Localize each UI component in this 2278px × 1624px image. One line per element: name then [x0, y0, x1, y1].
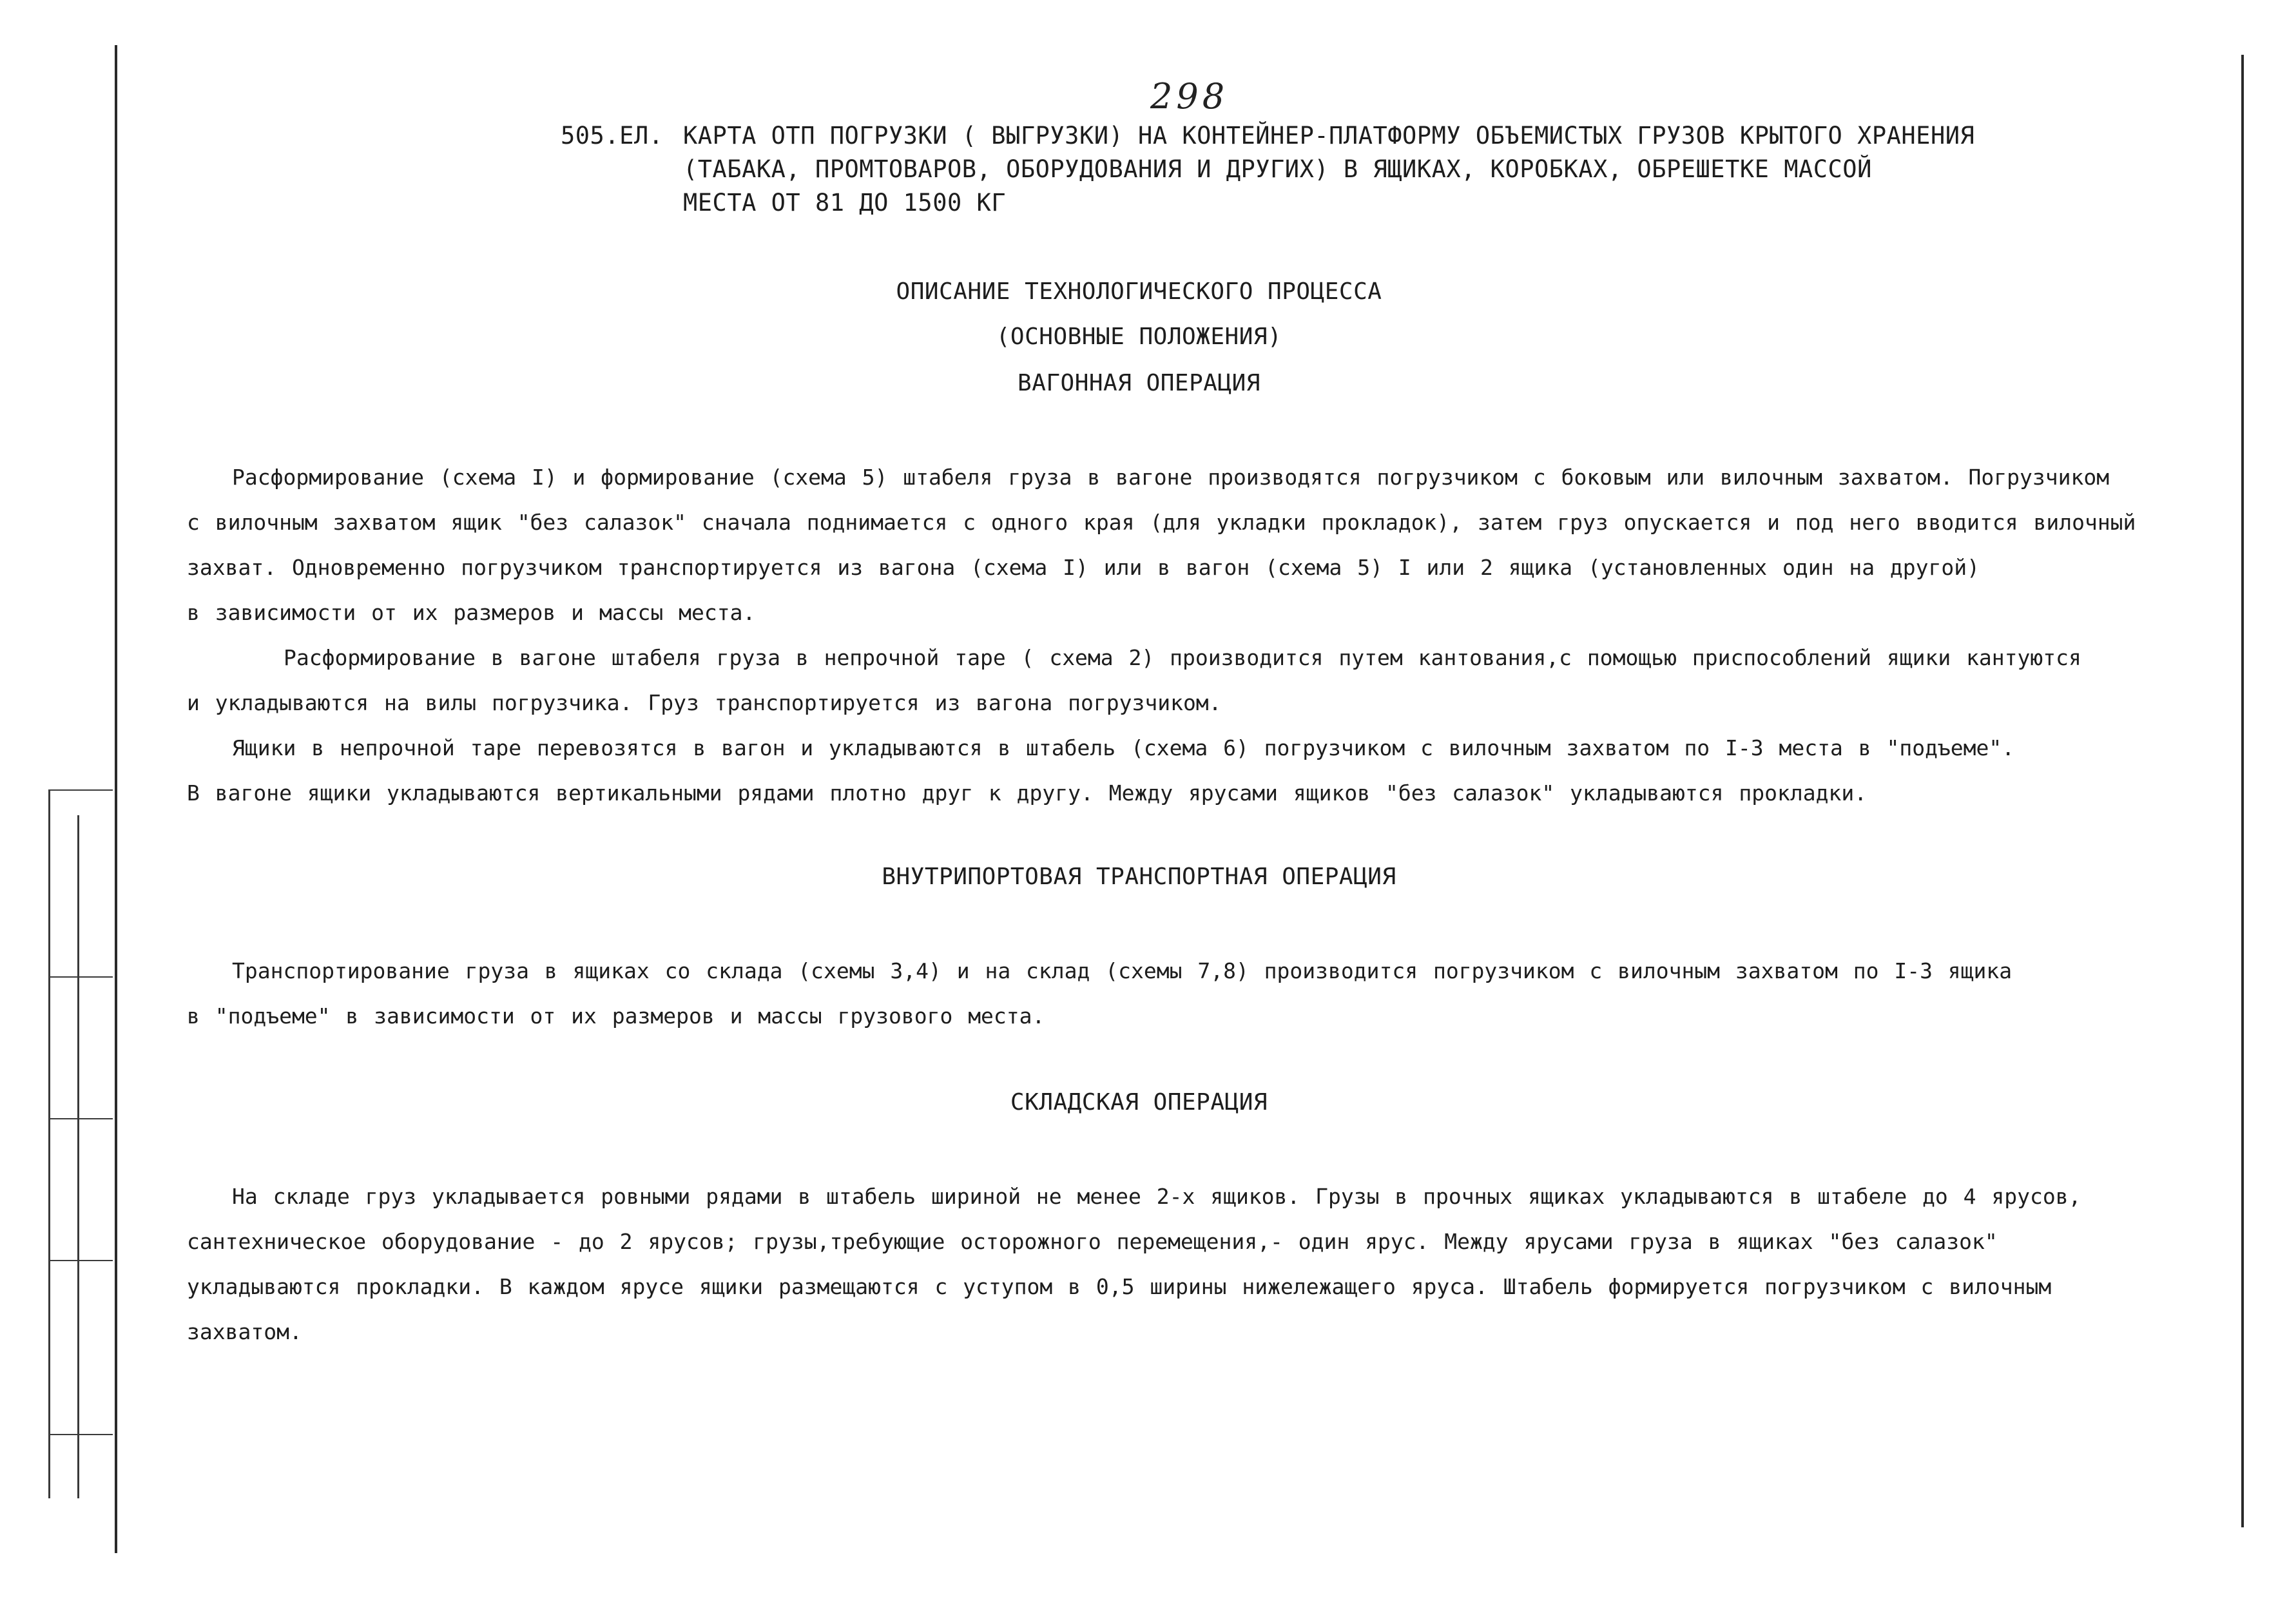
stub-line: [48, 789, 50, 1498]
wagon-operation-text: [187, 455, 2249, 816]
binding-stub-frame: [45, 789, 119, 1531]
text-line: захватом.: [187, 1319, 302, 1344]
heading-description: ОПИСАНИЕ ТЕХНОЛОГИЧЕСКОГО ПРОЦЕССА: [896, 278, 1382, 305]
text-line: В вагоне ящики укладываются вертикальными рядами плотно друг к другу. Между ярусами ящиков "без салазок" укладываются прокладки.: [187, 780, 1868, 806]
stub-line: [77, 815, 79, 1498]
text-line: и укладываются на вилы погрузчика. Груз транспортируется из вагона погрузчиком.: [187, 690, 1222, 715]
text-line: захват. Одновременно погрузчиком транспортируется из вагона (схема I) или в вагон (схема 5) I или 2 ящика (установленных один на другой): [187, 555, 1980, 580]
text-line: Расформирование (схема I) и формирование (схема 5) штабеля груза в вагоне производятся погрузчиком с боковым или вилочным захватом. Погрузчиком: [232, 465, 2110, 490]
text-line: укладываются прокладки. В каждом ярусе ящики размещаются с уступом в 0,5 ширины нижележащего яруса. Штабель формируется погрузчиком с вилочным: [187, 1274, 2052, 1299]
title-line: МЕСТА ОТ 81 ДО 1500 КГ: [683, 189, 1007, 217]
heading-transport-operation: ВНУТРИПОРТОВАЯ ТРАНСПОРТНАЯ ОПЕРАЦИЯ: [882, 864, 1396, 890]
stub-line: [48, 1118, 113, 1119]
title-line: (ТАБАКА, ПРОМТОВАРОВ, ОБОРУДОВАНИЯ И ДРУГИХ) В ЯЩИКАХ, КОРОБКАХ, ОБРЕШЕТКЕ МАССОЙ: [683, 155, 1872, 183]
text-line: в "подъеме" в зависимости от их размеров и массы грузового места.: [187, 1003, 1045, 1029]
text-line: в зависимости от их размеров и массы места.: [187, 600, 756, 625]
heading-warehouse-operation: СКЛАДСКАЯ ОПЕРАЦИЯ: [1010, 1089, 1268, 1116]
heading-basics: (ОСНОВНЫЕ ПОЛОЖЕНИЯ): [996, 324, 1282, 350]
transport-operation-text: [187, 949, 2249, 1039]
page-number: 298: [1150, 76, 1229, 117]
card-title: [561, 119, 2030, 220]
heading-wagon-operation: ВАГОННАЯ ОПЕРАЦИЯ: [1018, 370, 1260, 396]
title-line: КАРТА ОТП ПОГРУЗКИ ( ВЫГРУЗКИ) НА КОНТЕЙНЕР-ПЛАТФОРМУ ОБЪЕМИСТЫХ ГРУЗОВ КРЫТОГО ХРАНЕНИЯ: [683, 122, 1975, 150]
warehouse-operation-text: [187, 1174, 2249, 1355]
stub-line: [48, 1434, 113, 1435]
text-line: Расформирование в вагоне штабеля груза в непрочной таре ( схема 2) производится путем кантования,с помощью приспособлений ящики кантуются: [284, 645, 2081, 670]
text-line: На складе груз укладывается ровными рядами в штабель шириной не менее 2-х ящиков. Грузы в прочных ящиках укладываются в штабеле до 4 ярусов,: [232, 1184, 2081, 1209]
text-line: Транспортирование груза в ящиках со склада (схемы 3,4) и на склад (схемы 7,8) производится погрузчиком с вилочным захватом по I-3 ящика: [232, 958, 2013, 983]
stub-line: [48, 1260, 113, 1261]
text-line: с вилочным захватом ящик "без салазок" сначала поднимается с одного края (для укладки прокладок), затем груз опускается и под него вводится вилочный: [187, 510, 2136, 535]
text-line: Ящики в непрочной таре перевозятся в вагон и укладываются в штабель (схема 6) погрузчиком с вилочным захватом по I-3 места в "подъеме".: [232, 735, 2015, 760]
stub-line: [48, 976, 113, 978]
text-line: сантехническое оборудование - до 2 ярусов; грузы,требующие осторожного перемещения,- один ярус. Между ярусами груза в ящиках "без салазок": [187, 1229, 1998, 1254]
stub-line: [48, 789, 113, 791]
card-code: 505.ЕЛ.: [561, 122, 664, 150]
